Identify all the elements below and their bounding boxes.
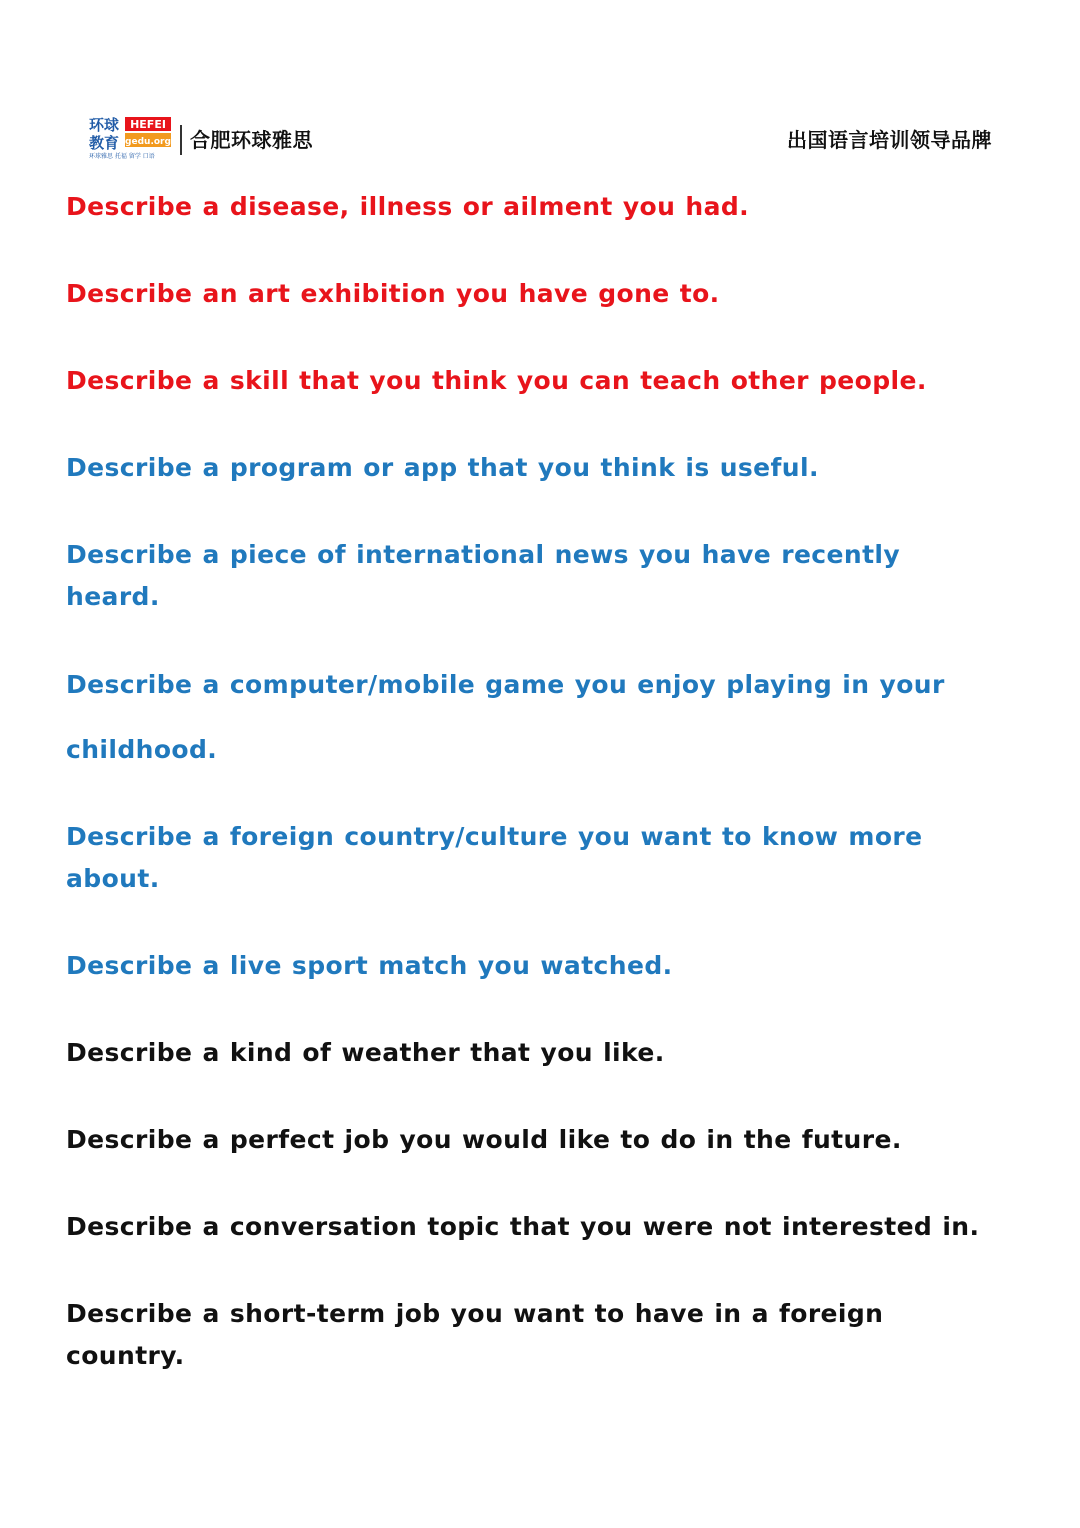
topic-item: Describe an art exhibition you have gone to.	[66, 279, 720, 308]
topic-item: Describe a kind of weather that you like.	[66, 1038, 665, 1067]
logo-line2: 教育	[89, 134, 120, 152]
topic-item: Describe a program or app that you think is useful.	[66, 453, 819, 482]
topic-item: Describe a disease, illness or ailment you had.	[66, 192, 750, 221]
topic-item: Describe a skill that you think you can teach other people.	[66, 366, 927, 395]
topic-item: Describe a conversation topic that you were not interested in.	[66, 1212, 980, 1241]
topic-item: Describe a piece of international news you have recently heard.	[66, 540, 901, 611]
topic-item: Describe a foreign country/culture you want to know more about.	[66, 822, 923, 893]
page-header	[88, 112, 992, 164]
org-name: 合肥环球雅思	[190, 128, 313, 152]
topic-item: Describe a computer/mobile game you enjoy playing in your childhood.	[66, 670, 945, 764]
logo-tagline: 环球雅思 托福 留学 口语	[89, 153, 155, 160]
header-slogan: 出国语言培训领导品牌	[787, 128, 992, 152]
header-divider	[180, 125, 182, 155]
topic-list	[66, 186, 986, 1422]
logo-badge-bottom: gedu.org	[125, 137, 171, 147]
gedu-logo	[88, 114, 174, 160]
logo-badge-top: HEFEI	[130, 118, 166, 131]
topic-item: Describe a perfect job you would like to do in the future.	[66, 1125, 902, 1154]
topic-item: Describe a live sport match you watched.	[66, 951, 673, 980]
topic-item: Describe a short-term job you want to have in a foreign country.	[66, 1299, 884, 1370]
logo-line1: 环球	[89, 116, 120, 134]
